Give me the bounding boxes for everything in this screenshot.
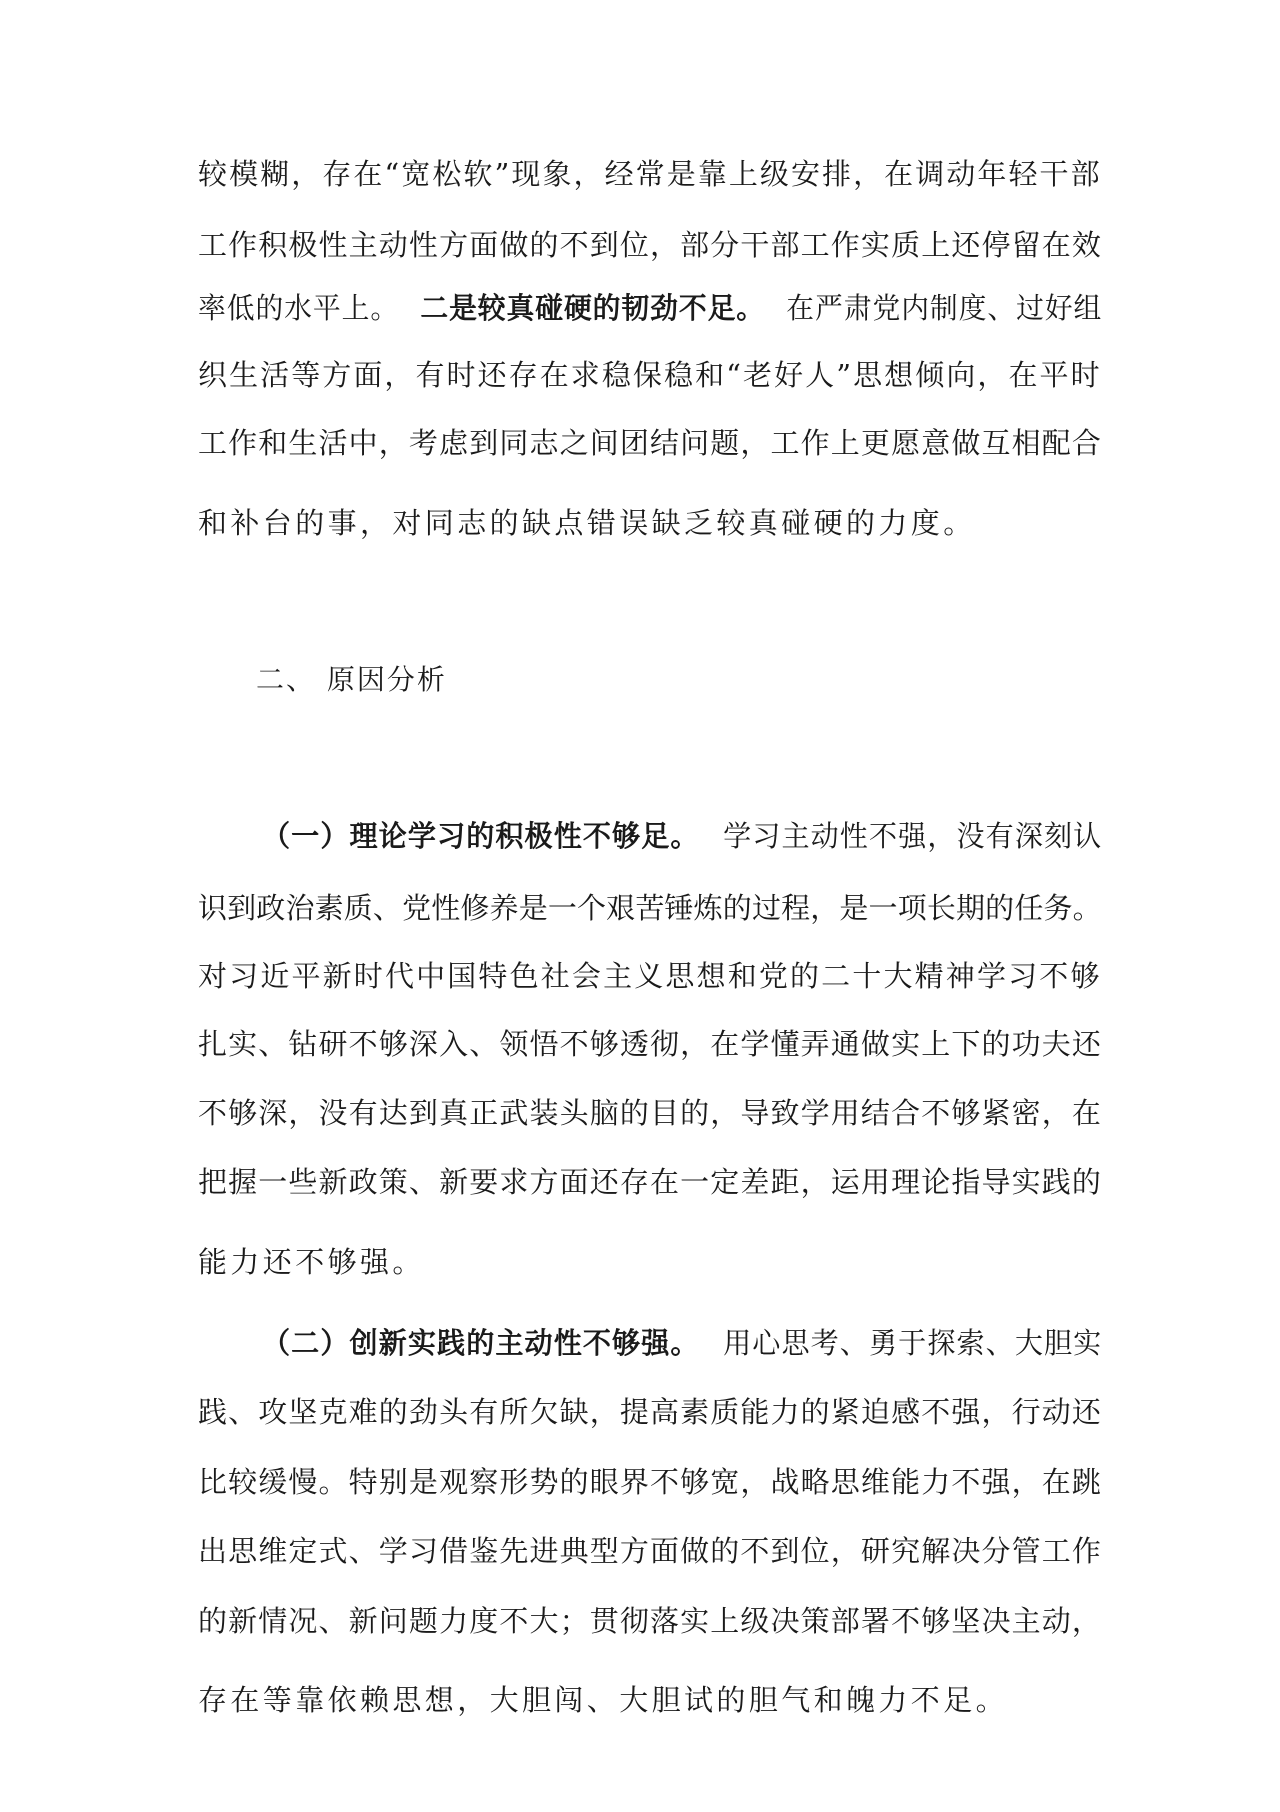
section-heading: 二、 原因分析: [256, 663, 447, 696]
subsection-title: （一）理论学习的积极性不够足。: [262, 819, 700, 853]
paragraph-line: 的新情况、新问题力度不大；贯彻落实上级决策部署不够坚决主动，: [198, 1604, 1103, 1638]
paragraph-line: 和补台的事，对同志的缺点错误缺乏较真碰硬的力度。: [198, 506, 976, 540]
paragraph-text: 用心思考、勇于探索、大胆实: [723, 1326, 1103, 1360]
paragraph-line: 较模糊，存在“宽松软”现象，经常是靠上级安排，在调动年轻干部: [198, 157, 1102, 191]
paragraph-line: [262, 1325, 1102, 1361]
paragraph-line: 能力还不够强。: [198, 1245, 425, 1279]
paragraph-line: 不够深，没有达到真正武装头脑的目的，导致学用结合不够紧密，在: [198, 1096, 1103, 1130]
paragraph-line: 织生活等方面，有时还存在求稳保稳和“老好人”思想倾向，在平时: [198, 358, 1102, 392]
paragraph-text: 率低的水平上。: [198, 291, 400, 325]
paragraph-text: 学习主动性不强，没有深刻认: [723, 819, 1103, 853]
paragraph-line: 把握一些新政策、新要求方面还存在一定差距，运用理论指导实践的: [198, 1165, 1103, 1199]
paragraph-line: 出思维定式、学习借鉴先进典型方面做的不到位，研究解决分管工作: [198, 1534, 1103, 1568]
paragraph-line: 工作积极性主动性方面做的不到位，部分干部工作实质上还停留在效: [198, 228, 1103, 262]
point-two-heading: 二是较真碰硬的韧劲不足。: [420, 291, 766, 325]
paragraph-line: 存在等靠依赖思想，大胆闯、大胆试的胆气和魄力不足。: [198, 1683, 1009, 1717]
subsection-title: （二）创新实践的主动性不够强。: [262, 1326, 700, 1360]
paragraph-line: 对习近平新时代中国特色社会主义思想和党的二十大精神学习不够: [198, 959, 1102, 993]
paragraph-text: 在严肃党内制度、过好组: [786, 291, 1103, 325]
paragraph-line: 工作和生活中，考虑到同志之间团结问题，工作上更愿意做互相配合: [198, 426, 1103, 460]
paragraph-line: 比较缓慢。特别是观察形势的眼界不够宽，战略思维能力不强，在跳: [198, 1465, 1103, 1499]
paragraph-line: 扎实、钻研不够深入、领悟不够透彻，在学懂弄通做实上下的功夫还: [198, 1027, 1103, 1061]
paragraph-line: [198, 290, 1102, 326]
paragraph-line: 践、攻坚克难的劲头有所欠缺，提高素质能力的紧迫感不强，行动还: [198, 1395, 1103, 1429]
paragraph-line: 识到政治素质、党性修养是一个艰苦锤炼的过程，是一项长期的任务。: [198, 891, 1102, 925]
paragraph-line: [262, 818, 1102, 854]
